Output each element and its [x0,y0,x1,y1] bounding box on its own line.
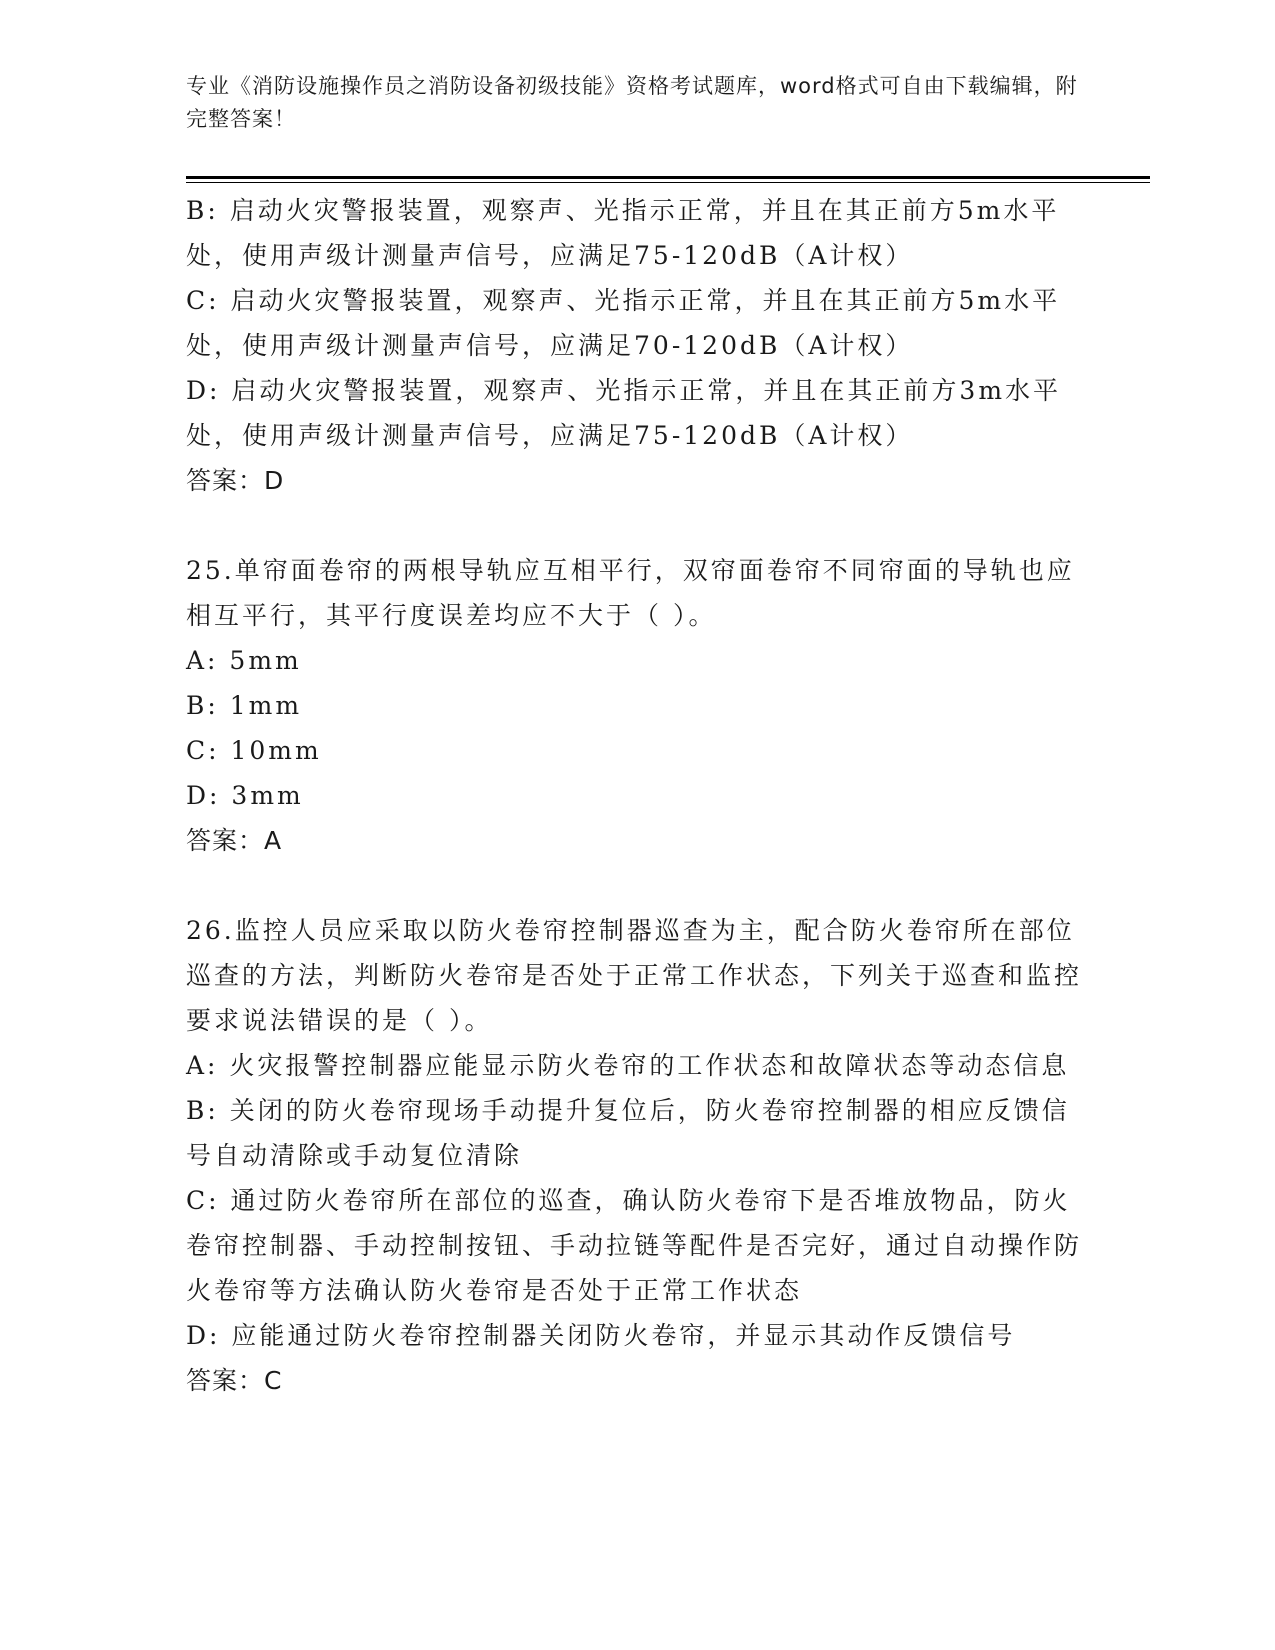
option-c: C: 通过防火卷帘所在部位的巡查，确认防火卷帘下是否堆放物品，防火卷帘控制器、手动控制按钮、手动拉链等配件是否完好，通过自动操作防火卷帘等方法确认防火卷帘是否处于正常工作状态 [186,1186,1083,1305]
question-25 [186,548,1086,863]
option-b: B: 启动火灾警报装置，观察声、光指示正常，并且在其正前方5m水平处，使用声级计测量声信号，应满足75-120dB（A计权） [186,196,1060,270]
answer: 答案：C [186,1366,283,1395]
option-b: B: 1mm [186,691,303,720]
option-a: A: 5mm [186,646,302,675]
option-d: D: 3mm [186,781,304,810]
question-stem: 25.单帘面卷帘的两根导轨应互相平行，双帘面卷帘不同帘面的导轨也应相互平行，其平行度误差均应不大于（ ）。 [186,556,1075,630]
question-24 [186,188,1086,503]
option-d: D: 启动火灾警报装置，观察声、光指示正常，并且在其正前方3m水平处，使用声级计测量声信号，应满足75-120dB（A计权） [186,376,1062,450]
question-stem: 26.监控人员应采取以防火卷帘控制器巡查为主，配合防火卷帘所在部位巡查的方法，判断防火卷帘是否处于正常工作状态，下列关于巡查和监控要求说法错误的是（ ）。 [186,916,1083,1035]
option-a: A: 火灾报警控制器应能显示防火卷帘的工作状态和故障状态等动态信息 [186,1051,1070,1080]
option-d: D: 应能通过防火卷帘控制器关闭防火卷帘，并显示其动作反馈信号 [186,1321,1016,1350]
option-b: B: 关闭的防火卷帘现场手动提升复位后，防火卷帘控制器的相应反馈信号自动清除或手动复位清除 [186,1096,1070,1170]
document-body [186,188,1086,1403]
header-divider-thick [186,176,1150,179]
answer: 答案：A [186,826,283,855]
option-c: C: 启动火灾警报装置，观察声、光指示正常，并且在其正前方5m水平处，使用声级计测量声信号，应满足70-120dB（A计权） [186,286,1061,360]
page-header: 专业《消防设施操作员之消防设备初级技能》资格考试题库，word格式可自由下载编辑，附完整答案！ [186,74,1078,131]
header-divider-thin [186,182,1150,183]
question-26 [186,908,1086,1403]
answer: 答案：D [186,466,285,495]
option-c: C: 10mm [186,736,322,765]
